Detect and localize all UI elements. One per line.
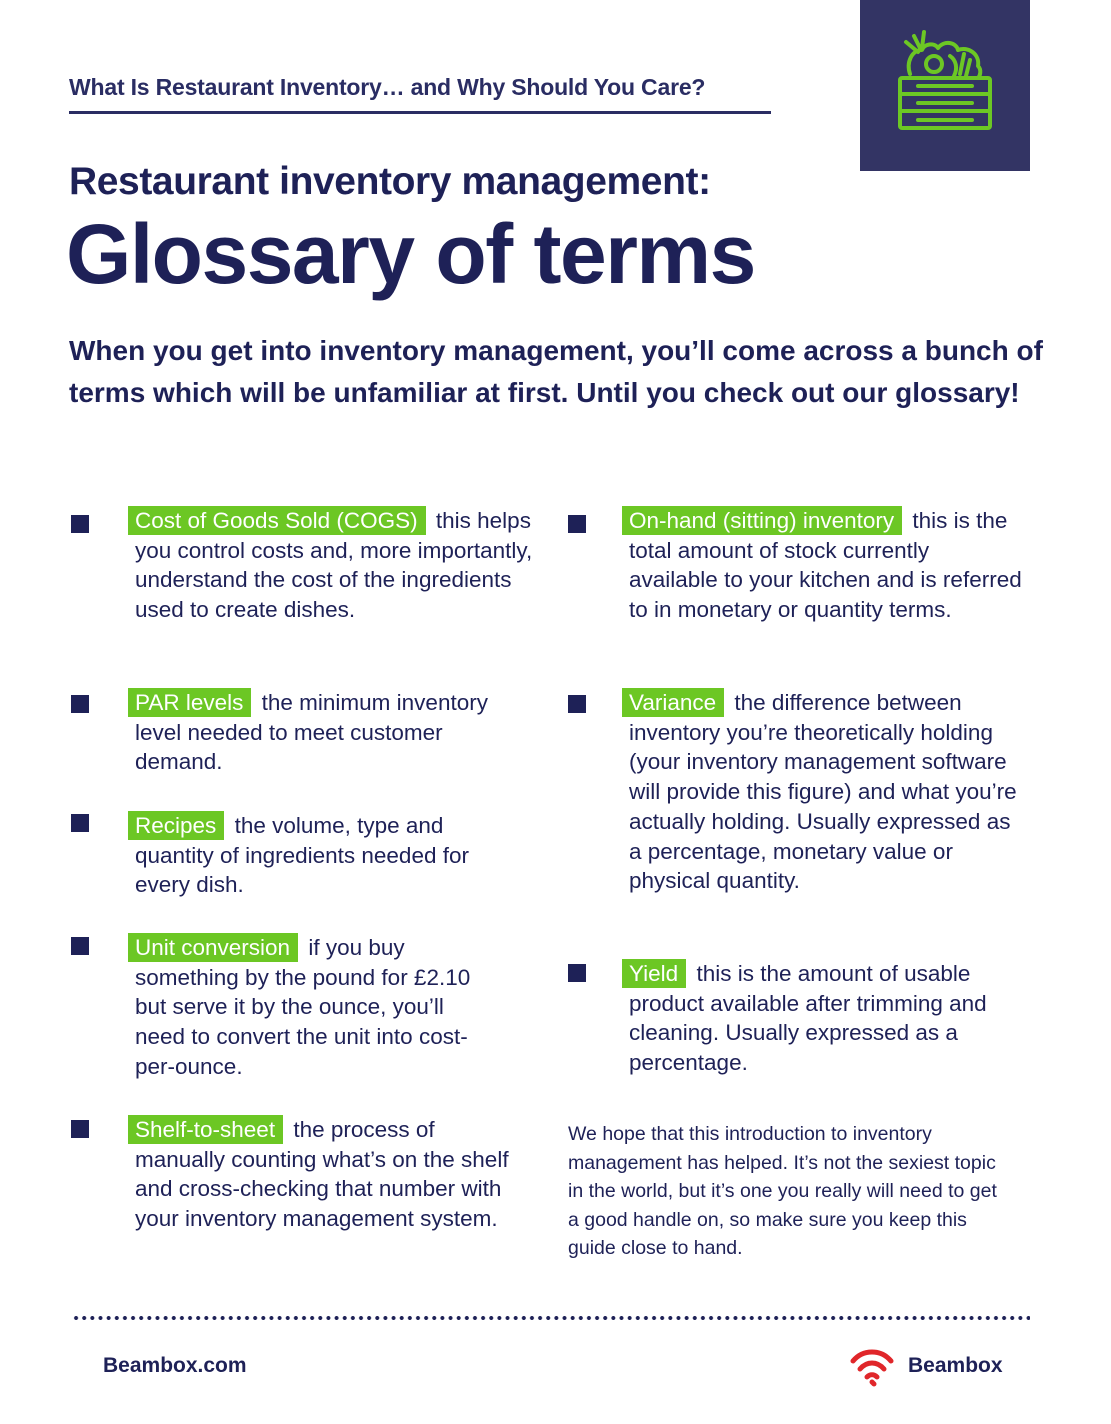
glossary-definition-start: the minimum inventory: [261, 690, 488, 715]
footer-brand-name: Beambox: [908, 1354, 1003, 1377]
glossary-definition: manually counting what’s on the shelf and cross-checking that number with your inventory management system.: [135, 1146, 509, 1232]
glossary-term: On-hand (sitting) inventory: [622, 506, 902, 535]
document-kicker: What Is Restaurant Inventory… and Why Should You Care?: [69, 74, 706, 100]
glossary-term: Variance: [622, 688, 724, 717]
glossary-term: Cost of Goods Sold (COGS): [128, 506, 426, 535]
glossary-entry-shelf-to-sheet: [135, 1115, 510, 1234]
bullet-icon: [71, 695, 89, 713]
bullet-icon: [71, 515, 89, 533]
glossary-term: Recipes: [128, 811, 224, 840]
footer-website-link[interactable]: Beambox.com: [103, 1354, 247, 1377]
page-subtitle: Restaurant inventory management:: [69, 160, 711, 203]
glossary-definition-start: this is the amount of usable: [696, 961, 971, 986]
glossary-entry-variance: [629, 688, 1024, 896]
glossary-definition-start: if you buy: [308, 935, 405, 960]
glossary-definition: quantity of ingredients needed for every dish.: [135, 842, 469, 898]
glossary-definition-start: the difference between: [734, 690, 962, 715]
bullet-icon: [71, 937, 89, 955]
bullet-icon: [568, 695, 586, 713]
glossary-term: Yield: [622, 959, 686, 988]
kicker-underline: [69, 111, 771, 114]
glossary-entry-par-levels: [135, 688, 535, 777]
glossary-definition-start: the volume, type and: [234, 813, 444, 838]
bullet-icon: [568, 515, 586, 533]
vegetable-crate-icon: [890, 26, 1000, 136]
glossary-entry-yield: [629, 959, 1019, 1078]
closing-paragraph: We hope that this introduction to inventory management has helped. It’s not the sexiest topic in the world, but it’s one you really will need to get a good handle on, so make sure you keep this guide close to hand.: [568, 1123, 997, 1259]
glossary-definition: something by the pound for £2.10 but serve it by the ounce, you’ll need to convert the unit into cost-per-ounce.: [135, 964, 471, 1079]
glossary-entry-recipes: [135, 811, 515, 900]
logo-box: [860, 0, 1030, 171]
glossary-definition-start: the process of: [293, 1117, 435, 1142]
glossary-definition: product available after trimming and cleaning. Usually expressed as a percentage.: [629, 990, 987, 1076]
glossary-term: PAR levels: [128, 688, 251, 717]
bullet-icon: [71, 1120, 89, 1138]
beambox-wifi-logo-icon: [849, 1345, 895, 1387]
glossary-definition: inventory you’re theoretically holding (your inventory management software will provide this figure) and what you’re actually holding. Usually expressed as a percentage, monetary value or physical quantity.: [629, 719, 1017, 894]
glossary-definition-start: this is: [912, 508, 970, 533]
page-title: Glossary of terms: [66, 207, 755, 301]
glossary-term: Unit conversion: [128, 933, 298, 962]
bullet-icon: [568, 964, 586, 982]
glossary-entry-on-hand-inventory: [629, 506, 1024, 625]
glossary-definition: helps you control costs and, more importantly, understand the cost of the ingredients used to create dishes.: [135, 508, 533, 623]
glossary-definition-start: this: [435, 508, 471, 533]
glossary-definition: the total amount of stock currently available to your kitchen and is referred to in monetary or quantity terms.: [629, 508, 1022, 623]
dotted-divider: [72, 1315, 1030, 1321]
glossary-definition: level needed to meet customer demand.: [135, 719, 443, 775]
bullet-icon: [71, 814, 89, 832]
glossary-entry-unit-conversion: [135, 933, 495, 1082]
glossary-term: Shelf-to-sheet: [128, 1115, 283, 1144]
glossary-entry-cogs: [135, 506, 535, 625]
intro-paragraph: When you get into inventory management, you’ll come across a bunch of terms which will be unfamiliar at first. Until you check out our glossary!: [69, 335, 1043, 408]
